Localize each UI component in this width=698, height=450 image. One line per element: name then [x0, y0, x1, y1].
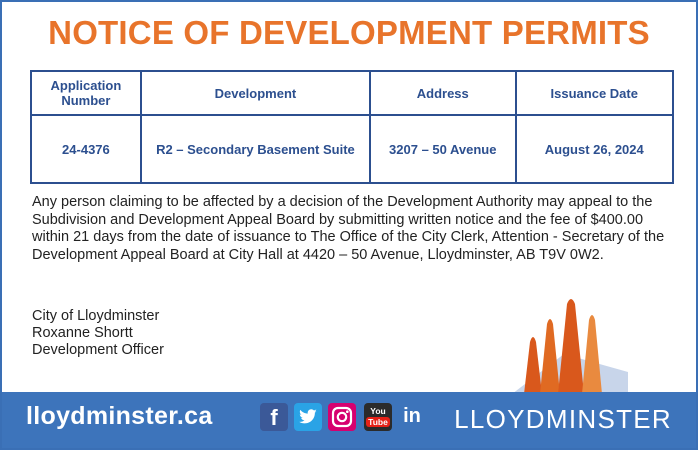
column-header-issuance-date: Issuance Date [516, 71, 673, 115]
notice-title: NOTICE OF DEVELOPMENT PERMITS [48, 14, 650, 51]
cell-development: R2 – Secondary Basement Suite [141, 115, 370, 183]
cell-application-number: 24-4376 [31, 115, 141, 183]
appeal-paragraph: Any person claiming to be affected by a decision of the Development Authority may appeal to the Subdivision and Development Appeal Board by submitting written notice and the fee of $400.00 within 21 days from the date of issuance to The Office of the City Clerk, Attention - Secretary of the Development Appeal Board at City Hall at 4420 – 50 Avenue, Lloydminster, AB T9V 0W2. [32, 194, 665, 263]
column-header-development: Development [141, 71, 370, 115]
signature-title: Development Officer [32, 342, 164, 358]
table-row [31, 115, 673, 183]
twitter-bird-glyph [298, 409, 318, 425]
linkedin-icon[interactable]: in [403, 405, 421, 427]
cell-issuance-date: August 26, 2024 [516, 115, 673, 183]
footer-bar [2, 392, 696, 448]
youtube-icon[interactable] [364, 403, 392, 431]
signature-name: Roxanne Shortt [32, 325, 133, 341]
website-link[interactable]: lloydminster.ca [26, 402, 213, 430]
table-header-row [31, 71, 673, 115]
column-header-application-number: Application Number [31, 71, 141, 115]
lloydminster-spires-logo [510, 294, 630, 394]
signature-block [32, 308, 164, 359]
instagram-icon[interactable] [328, 403, 356, 431]
signature-organization: City of Lloydminster [32, 308, 160, 324]
youtube-tube-text: Tube [368, 417, 388, 427]
cell-address: 3207 – 50 Avenue [370, 115, 516, 183]
twitter-icon[interactable] [294, 403, 322, 431]
youtube-you-text: You [370, 406, 386, 416]
instagram-camera-glyph [331, 406, 353, 428]
lloydminster-wordmark: LLOYDMINSTER [454, 404, 672, 434]
column-header-address: Address [370, 71, 516, 115]
facebook-icon[interactable]: f [260, 403, 288, 431]
permits-table [30, 70, 674, 184]
